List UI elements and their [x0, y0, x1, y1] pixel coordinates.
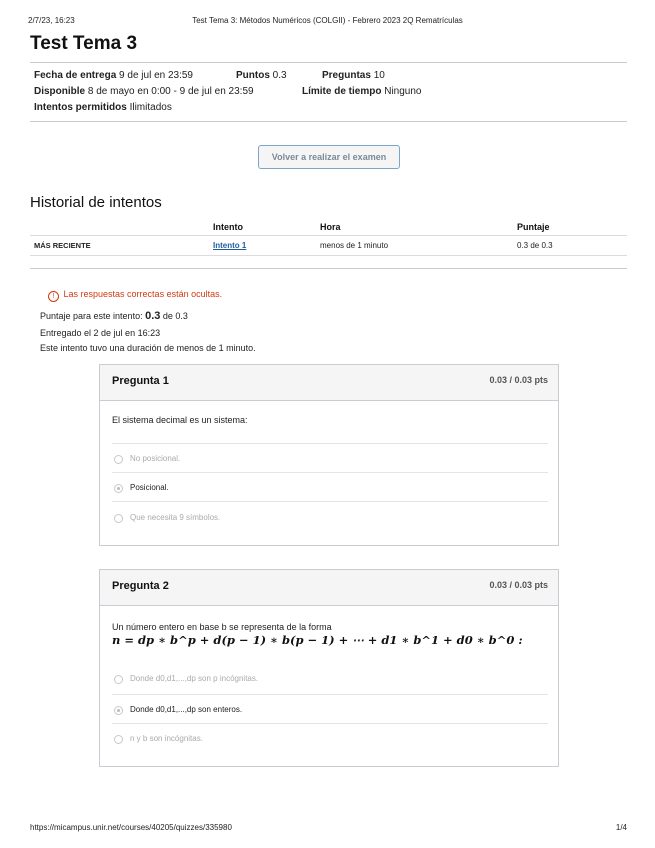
table-divider	[30, 235, 627, 236]
questions-meta	[322, 70, 385, 81]
answer-option-label: Que necesita 9 símbolos.	[130, 513, 221, 522]
question-header	[100, 570, 558, 606]
points-value: 0.3	[272, 70, 287, 81]
option-divider	[112, 501, 548, 502]
answer-option[interactable]	[130, 454, 180, 463]
time-limit-label: Límite de tiempo	[302, 86, 382, 97]
question-text: El sistema decimal es un sistema:	[112, 415, 248, 425]
table-divider	[30, 255, 627, 256]
question-formula: n = dp ∗ b^p + d(p − 1) ∗ b(p − 1) + ⋯ + d1 ∗ b^1 + d0 ∗ b^0 :	[112, 633, 523, 647]
score-value: 0.3	[145, 310, 161, 322]
answer-option-label: Posicional.	[130, 483, 169, 492]
attempt-link[interactable]: Intento 1	[213, 241, 247, 250]
answer-option-label: Donde d0,d1,...,dp son p incógnitas.	[130, 674, 259, 683]
score-suffix: de 0.3	[162, 311, 188, 321]
print-doc-title: Test Tema 3: Métodos Numéricos (COLGII) - Febrero 2023 2Q Rematrículas	[192, 16, 463, 25]
score-prefix: Puntaje para este intento:	[40, 311, 143, 321]
quiz-meta-row-1	[34, 70, 193, 81]
divider	[30, 268, 627, 269]
available-meta	[34, 86, 254, 97]
col-header-time: Hora	[320, 222, 341, 232]
time-limit-meta	[302, 86, 422, 97]
duration-line: Este intento tuvo una duración de menos de 1 minuto.	[40, 343, 256, 353]
col-header-score: Puntaje	[517, 222, 550, 232]
option-divider	[112, 694, 548, 695]
answer-option-label: Donde d0,d1,...,dp son enteros.	[130, 705, 243, 714]
history-title: Historial de intentos	[30, 194, 162, 211]
divider	[30, 121, 627, 122]
option-divider	[112, 723, 548, 724]
option-divider	[112, 443, 548, 444]
available-label: Disponible	[34, 86, 86, 97]
question-card-1	[99, 364, 559, 546]
print-header	[28, 16, 627, 28]
radio-icon[interactable]	[114, 455, 123, 464]
questions-value: 10	[373, 70, 385, 81]
radio-icon[interactable]	[114, 514, 123, 523]
answer-option[interactable]	[130, 674, 258, 683]
question-header	[100, 365, 558, 401]
question-title: Pregunta 2	[112, 580, 169, 592]
radio-icon[interactable]	[114, 675, 123, 684]
attempt-score-line	[40, 310, 188, 322]
radio-icon[interactable]	[114, 735, 123, 744]
attempts-value: Ilimitados	[129, 102, 172, 113]
attempts-meta	[34, 102, 172, 113]
answers-hidden-notice	[48, 289, 222, 302]
available-value: 8 de mayo en 0:00 - 9 de jul en 23:59	[87, 86, 254, 97]
radio-selected-icon[interactable]	[114, 706, 123, 715]
attempt-score: 0.3 de 0.3	[517, 241, 553, 250]
question-card-2	[99, 569, 559, 767]
answer-option-selected[interactable]	[130, 483, 169, 492]
points-meta	[236, 70, 287, 81]
due-label: Fecha de entrega	[34, 70, 117, 81]
answer-option[interactable]	[130, 734, 203, 743]
answer-option-label: n y b son incógnitas.	[130, 734, 203, 743]
answer-option-label: No posicional.	[130, 454, 181, 463]
page-title: Test Tema 3	[30, 33, 138, 54]
print-footer-url: https://micampus.unir.net/courses/40205/quizzes/335980	[30, 823, 232, 832]
print-footer-page: 1/4	[615, 823, 627, 832]
row-label-latest: MÁS RECIENTE	[34, 241, 91, 250]
retake-quiz-button[interactable]: Volver a realizar el examen	[258, 145, 400, 169]
question-title: Pregunta 1	[112, 375, 169, 387]
attempts-label: Intentos permitidos	[34, 102, 127, 113]
question-points: 0.03 / 0.03 pts	[489, 580, 548, 590]
question-points: 0.03 / 0.03 pts	[489, 375, 548, 385]
questions-label: Preguntas	[322, 70, 371, 81]
time-limit-value: Ninguno	[384, 86, 422, 97]
option-divider	[112, 472, 548, 473]
warning-circle-icon: !	[48, 291, 59, 302]
col-header-attempt: Intento	[213, 222, 243, 232]
answer-option[interactable]	[130, 513, 220, 522]
print-datetime: 2/7/23, 16:23	[28, 16, 75, 25]
warning-text: Las respuestas correctas están ocultas.	[63, 289, 223, 299]
attempt-time: menos de 1 minuto	[320, 241, 389, 250]
divider	[30, 62, 627, 63]
due-value: 9 de jul en 23:59	[119, 70, 193, 81]
submitted-line: Entregado el 2 de jul en 16:23	[40, 328, 161, 338]
answer-option-selected[interactable]	[130, 705, 242, 714]
radio-selected-icon[interactable]	[114, 484, 123, 493]
points-label: Puntos	[236, 70, 270, 81]
question-text: Un número entero en base b se representa de la forma	[112, 622, 332, 632]
